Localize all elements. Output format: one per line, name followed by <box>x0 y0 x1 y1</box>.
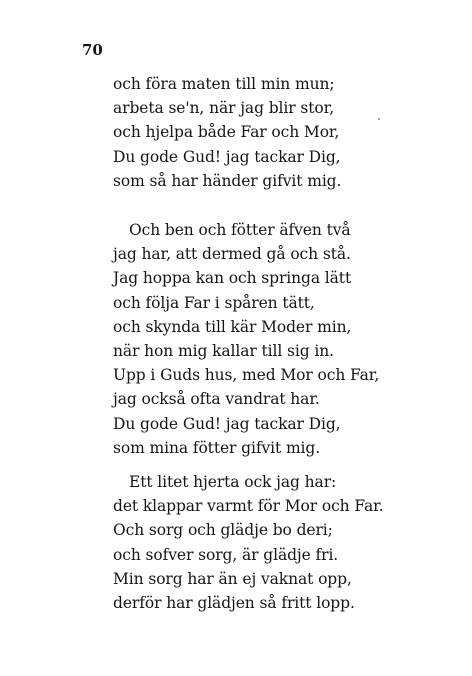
verse-line: och hjelpa både Far och Mor, <box>113 123 340 142</box>
verse-line: när hon mig kallar till sig in. <box>113 342 334 361</box>
verse-line: och sofver sorg, är glädje fri. <box>113 545 339 564</box>
verse-line: jag har, att dermed gå och stå. <box>113 245 351 264</box>
stanza-2 <box>113 218 443 460</box>
verse-line: Och sorg och glädje bo deri; <box>113 521 333 540</box>
verse-line: och skynda till kär Moder min, <box>113 317 352 336</box>
verse-line: Du gode Gud! jag tackar Dig, <box>113 147 341 166</box>
verse-line: Och ben och fötter äfven två <box>129 221 351 239</box>
stanza-3 <box>113 470 443 615</box>
verse-line: det klappar varmt för Mor och Far. <box>113 497 384 516</box>
verse-line: och följa Far i spåren tätt, <box>113 293 315 312</box>
page-number: 70 <box>82 41 103 59</box>
verse-line: derför har glädjen så fritt lopp. <box>113 594 355 613</box>
verse-line: Du gode Gud! jag tackar Dig, <box>113 414 341 433</box>
verse-line: jag också ofta vandrat har. <box>113 390 320 409</box>
stanza-1 <box>113 72 443 193</box>
verse-line: arbeta se'n, när jag blir stor, <box>113 99 335 118</box>
verse-line: Upp i Guds hus, med Mor och Far, <box>113 366 380 385</box>
verse-line: som så har händer gifvit mig. <box>113 171 342 190</box>
verse-line: Min sorg har än ej vaknat opp, <box>113 569 352 588</box>
verse-line: Jag hoppa kan och springa lätt <box>113 269 352 288</box>
verse-line: som mina fötter gifvit mig. <box>113 438 321 457</box>
verse-line: Ett litet hjerta ock jag har: <box>129 473 337 491</box>
verse-line: och föra maten till min mun; <box>113 75 335 93</box>
